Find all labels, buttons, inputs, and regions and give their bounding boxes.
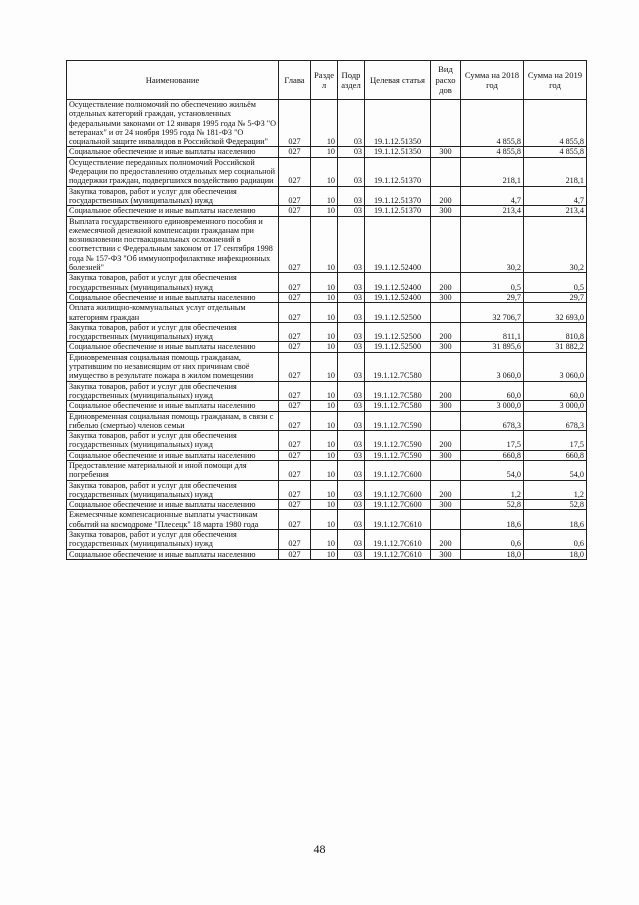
row-name-cell: Закупка товаров, работ и услуг для обеспечения государственных (муниципальных) нужд [67,480,279,500]
row-section-cell: 10 [311,381,338,401]
row-chapter-cell: 027 [279,322,311,342]
row-subsection-cell: 03 [338,500,365,510]
row-target-cell: 19.1.12.7С590 [365,450,431,460]
table-row [67,510,587,530]
table-row [67,381,587,401]
row-subsection-cell: 03 [338,100,365,147]
row-target-cell: 19.1.12.52500 [365,303,431,323]
row-chapter-cell: 027 [279,480,311,500]
row-section-cell: 10 [311,549,338,559]
row-kind-cell [431,303,461,323]
row-target-cell: 19.1.12.52400 [365,216,431,273]
row-name-cell: Закупка товаров, работ и услуг для обеспечения государственных (муниципальных) нужд [67,322,279,342]
row-kind-cell [431,157,461,186]
row-subsection-cell: 03 [338,510,365,530]
table-row [67,273,587,293]
row-sum-2019-cell: 52,8 [524,500,587,510]
row-section-cell: 10 [311,530,338,550]
row-name-cell: Социальное обеспечение и иные выплаты населению [67,206,279,216]
row-name-cell: Оплата жилищно-коммунальных услуг отдельным категориям граждан [67,303,279,323]
row-subsection-cell: 03 [338,342,365,352]
row-subsection-cell: 03 [338,147,365,157]
row-name-cell: Закупка товаров, работ и услуг для обеспечения государственных (муниципальных) нужд [67,186,279,206]
row-sum-2018-cell: 54,0 [461,460,524,480]
row-section-cell: 10 [311,303,338,323]
row-name-cell: Закупка товаров, работ и услуг для обеспечения государственных (муниципальных) нужд [67,381,279,401]
row-chapter-cell: 027 [279,100,311,147]
row-subsection-cell: 03 [338,206,365,216]
row-sum-2019-cell: 1,2 [524,480,587,500]
row-sum-2018-cell: 60,0 [461,381,524,401]
row-kind-cell: 300 [431,292,461,302]
row-sum-2018-cell: 18,6 [461,510,524,530]
row-sum-2018-cell: 811,1 [461,322,524,342]
table-row [67,460,587,480]
row-chapter-cell: 027 [279,381,311,401]
row-sum-2019-cell: 0,6 [524,530,587,550]
row-target-cell: 19.1.12.7С600 [365,460,431,480]
row-subsection-cell: 03 [338,322,365,342]
row-sum-2018-cell: 0,5 [461,273,524,293]
header-subsection: Подр аздел [338,61,365,100]
table-row [67,186,587,206]
row-subsection-cell: 03 [338,460,365,480]
row-subsection-cell: 03 [338,401,365,411]
row-sum-2018-cell: 0,6 [461,530,524,550]
row-subsection-cell: 03 [338,292,365,302]
row-sum-2019-cell: 678,3 [524,411,587,431]
row-chapter-cell: 027 [279,186,311,206]
row-target-cell: 19.1.12.7С580 [365,401,431,411]
table-row [67,292,587,302]
row-name-cell: Закупка товаров, работ и услуг для обеспечения государственных (муниципальных) нужд [67,431,279,451]
table-row [67,157,587,186]
header-target: Целевая статья [365,61,431,100]
row-sum-2019-cell: 660,8 [524,450,587,460]
table-row [67,216,587,273]
row-sum-2018-cell: 4,7 [461,186,524,206]
row-target-cell: 19.1.12.51370 [365,206,431,216]
row-kind-cell [431,460,461,480]
row-target-cell: 19.1.12.51370 [365,186,431,206]
row-target-cell: 19.1.12.51350 [365,147,431,157]
row-chapter-cell: 027 [279,500,311,510]
row-sum-2018-cell: 32 706,7 [461,303,524,323]
row-name-cell: Единовременная социальная помощь гражданам, утратившим по независящим от них причинам своё имущество в результате пожара в жилом помещении [67,352,279,381]
row-sum-2018-cell: 1,2 [461,480,524,500]
row-subsection-cell: 03 [338,549,365,559]
table-body [67,100,587,560]
table-row [67,500,587,510]
row-target-cell: 19.1.12.7С610 [365,530,431,550]
row-name-cell: Осуществление полномочий по обеспечению жильём отдельных категорий граждан, установленных федеральными законами от 12 января 1995 года № 5-ФЗ "О ветеранах" и от 24 ноября 1995 года № 181-ФЗ "О социальной защите инвалидов в Российской Федерации" [67,100,279,147]
table-row [67,530,587,550]
row-target-cell: 19.1.12.52500 [365,342,431,352]
row-sum-2019-cell: 30,2 [524,216,587,273]
table-row [67,303,587,323]
row-sum-2019-cell: 4,7 [524,186,587,206]
row-chapter-cell: 027 [279,292,311,302]
row-sum-2019-cell: 810,8 [524,322,587,342]
row-name-cell: Социальное обеспечение и иные выплаты населению [67,147,279,157]
row-sum-2019-cell: 29,7 [524,292,587,302]
row-sum-2019-cell: 60,0 [524,381,587,401]
row-sum-2018-cell: 4 855,8 [461,100,524,147]
table-row [67,147,587,157]
budget-table [66,60,587,560]
row-chapter-cell: 027 [279,411,311,431]
row-kind-cell: 200 [431,530,461,550]
row-subsection-cell: 03 [338,431,365,451]
row-chapter-cell: 027 [279,352,311,381]
row-kind-cell: 200 [431,381,461,401]
row-sum-2018-cell: 29,7 [461,292,524,302]
row-section-cell: 10 [311,206,338,216]
row-kind-cell [431,352,461,381]
row-kind-cell [431,411,461,431]
row-target-cell: 19.1.12.7С600 [365,480,431,500]
row-target-cell: 19.1.12.7С580 [365,381,431,401]
row-section-cell: 10 [311,292,338,302]
row-section-cell: 10 [311,186,338,206]
row-target-cell: 19.1.12.7С580 [365,352,431,381]
header-sum-2019: Сумма на 2019 год [524,61,587,100]
row-kind-cell [431,100,461,147]
row-subsection-cell: 03 [338,303,365,323]
header-section: Разде л [311,61,338,100]
row-kind-cell: 200 [431,431,461,451]
row-subsection-cell: 03 [338,186,365,206]
row-chapter-cell: 027 [279,273,311,293]
row-section-cell: 10 [311,450,338,460]
row-sum-2019-cell: 31 882,2 [524,342,587,352]
row-sum-2019-cell: 4 855,8 [524,147,587,157]
table-row [67,342,587,352]
row-sum-2018-cell: 17,5 [461,431,524,451]
row-chapter-cell: 027 [279,303,311,323]
row-section-cell: 10 [311,500,338,510]
row-target-cell: 19.1.12.51350 [365,100,431,147]
table-row [67,352,587,381]
row-kind-cell: 300 [431,500,461,510]
table-row [67,549,587,559]
row-kind-cell [431,216,461,273]
row-kind-cell: 300 [431,450,461,460]
table-row [67,322,587,342]
row-sum-2019-cell: 32 693,0 [524,303,587,323]
row-kind-cell: 300 [431,401,461,411]
row-section-cell: 10 [311,147,338,157]
row-target-cell: 19.1.12.51370 [365,157,431,186]
row-chapter-cell: 027 [279,342,311,352]
row-chapter-cell: 027 [279,216,311,273]
row-sum-2018-cell: 31 895,6 [461,342,524,352]
row-sum-2018-cell: 660,8 [461,450,524,460]
row-section-cell: 10 [311,273,338,293]
row-sum-2018-cell: 213,4 [461,206,524,216]
row-name-cell: Осуществление переданных полномочий Российской Федерации по предоставлению отдельных мер социальной поддержки граждан, подвергшихся воздействию радиации [67,157,279,186]
row-name-cell: Социальное обеспечение и иные выплаты населению [67,342,279,352]
row-kind-cell: 200 [431,186,461,206]
row-target-cell: 19.1.12.7С610 [365,549,431,559]
row-chapter-cell: 027 [279,510,311,530]
row-name-cell: Закупка товаров, работ и услуг для обеспечения государственных (муниципальных) нужд [67,273,279,293]
row-subsection-cell: 03 [338,157,365,186]
row-target-cell: 19.1.12.7С610 [365,510,431,530]
row-sum-2018-cell: 52,8 [461,500,524,510]
row-kind-cell: 300 [431,549,461,559]
row-target-cell: 19.1.12.52400 [365,292,431,302]
row-target-cell: 19.1.12.52400 [365,273,431,293]
row-section-cell: 10 [311,431,338,451]
row-section-cell: 10 [311,100,338,147]
row-section-cell: 10 [311,480,338,500]
row-chapter-cell: 027 [279,460,311,480]
header-kind: Вид расхо дов [431,61,461,100]
row-chapter-cell: 027 [279,401,311,411]
row-subsection-cell: 03 [338,352,365,381]
header-chapter: Глава [279,61,311,100]
table-row [67,100,587,147]
table-row [67,206,587,216]
row-name-cell: Закупка товаров, работ и услуг для обеспечения государственных (муниципальных) нужд [67,530,279,550]
row-name-cell: Социальное обеспечение и иные выплаты населению [67,292,279,302]
page-number: 48 [313,842,326,856]
row-sum-2018-cell: 18,0 [461,549,524,559]
row-subsection-cell: 03 [338,216,365,273]
row-kind-cell: 200 [431,322,461,342]
row-name-cell: Социальное обеспечение и иные выплаты населению [67,450,279,460]
row-target-cell: 19.1.12.52500 [365,322,431,342]
row-section-cell: 10 [311,342,338,352]
row-sum-2018-cell: 30,2 [461,216,524,273]
row-section-cell: 10 [311,216,338,273]
row-sum-2019-cell: 3 000,0 [524,401,587,411]
row-sum-2018-cell: 3 060,0 [461,352,524,381]
row-target-cell: 19.1.12.7С600 [365,500,431,510]
table-row [67,431,587,451]
row-section-cell: 10 [311,510,338,530]
row-kind-cell [431,510,461,530]
row-sum-2018-cell: 4 855,8 [461,147,524,157]
row-sum-2019-cell: 4 855,8 [524,100,587,147]
row-name-cell: Выплата государственного единовременного пособия и ежемесячной денежной компенсации гражданам при возникновении поствакцинальных осложнений в соответствии с Федеральным законом от 17 сентября 1998 года № 157-ФЗ "Об иммунопрофилактике инфекционных болезней" [67,216,279,273]
row-sum-2019-cell: 18,6 [524,510,587,530]
row-name-cell: Социальное обеспечение и иные выплаты населению [67,549,279,559]
row-sum-2018-cell: 218,1 [461,157,524,186]
row-subsection-cell: 03 [338,450,365,460]
table-header-row [67,61,587,100]
row-sum-2019-cell: 218,1 [524,157,587,186]
row-chapter-cell: 027 [279,450,311,460]
row-sum-2019-cell: 54,0 [524,460,587,480]
row-target-cell: 19.1.12.7С590 [365,411,431,431]
row-name-cell: Социальное обеспечение и иные выплаты населению [67,401,279,411]
header-name: Наименование [67,61,279,100]
row-subsection-cell: 03 [338,411,365,431]
row-sum-2019-cell: 3 060,0 [524,352,587,381]
row-sum-2019-cell: 213,4 [524,206,587,216]
row-sum-2019-cell: 17,5 [524,431,587,451]
row-subsection-cell: 03 [338,381,365,401]
row-target-cell: 19.1.12.7С590 [365,431,431,451]
row-kind-cell: 300 [431,147,461,157]
row-subsection-cell: 03 [338,480,365,500]
row-kind-cell: 200 [431,273,461,293]
row-name-cell: Ежемесячные компенсационные выплаты участникам событий на космодроме "Плесецк" 18 марта 1980 года [67,510,279,530]
row-section-cell: 10 [311,411,338,431]
row-section-cell: 10 [311,352,338,381]
row-kind-cell: 300 [431,206,461,216]
row-chapter-cell: 027 [279,549,311,559]
table-row [67,401,587,411]
row-subsection-cell: 03 [338,273,365,293]
row-chapter-cell: 027 [279,431,311,451]
row-kind-cell: 200 [431,480,461,500]
row-sum-2018-cell: 678,3 [461,411,524,431]
row-sum-2018-cell: 3 000,0 [461,401,524,411]
row-chapter-cell: 027 [279,530,311,550]
row-name-cell: Единовременная социальная помощь гражданам, в связи с гибелью (смертью) членов семьи [67,411,279,431]
row-chapter-cell: 027 [279,147,311,157]
row-kind-cell: 300 [431,342,461,352]
row-section-cell: 10 [311,157,338,186]
table-row [67,450,587,460]
table-row [67,480,587,500]
row-chapter-cell: 027 [279,206,311,216]
row-section-cell: 10 [311,401,338,411]
row-sum-2019-cell: 18,0 [524,549,587,559]
row-subsection-cell: 03 [338,530,365,550]
row-sum-2019-cell: 0,5 [524,273,587,293]
row-chapter-cell: 027 [279,157,311,186]
header-sum-2018: Сумма на 2018 год [461,61,524,100]
row-name-cell: Социальное обеспечение и иные выплаты населению [67,500,279,510]
row-section-cell: 10 [311,460,338,480]
table-row [67,411,587,431]
row-section-cell: 10 [311,322,338,342]
row-name-cell: Предоставление материальной и иной помощи для погребения [67,460,279,480]
